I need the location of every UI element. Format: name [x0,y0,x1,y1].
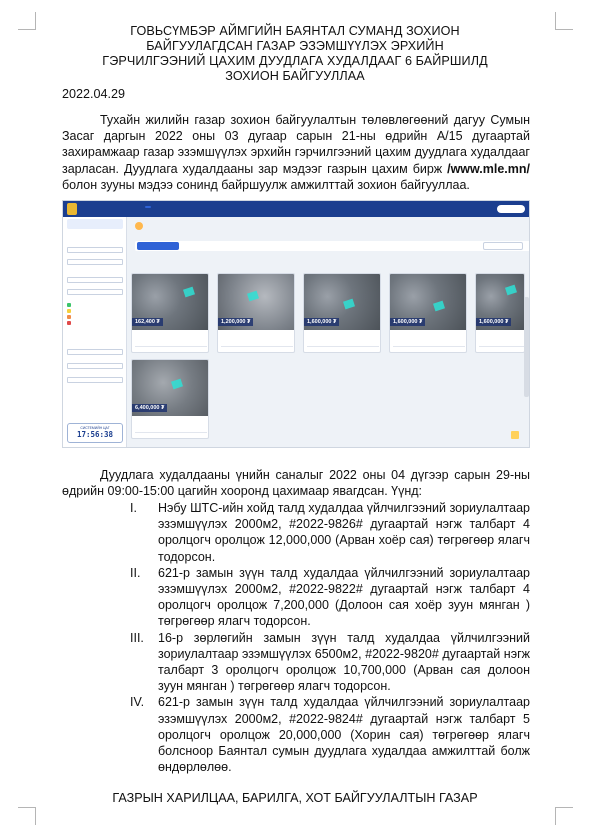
crop-mark-top-right [555,12,573,30]
page-heading [137,221,257,231]
listing-area [129,217,530,448]
nav-item[interactable] [177,206,181,208]
nav-item[interactable] [187,206,191,208]
site-logo [67,203,131,215]
legend-swatch [67,321,71,325]
title-line: БАЙГУУЛАГДСАН ГАЗАР ЭЗЭМШҮҮЛЭХ ЭРХИЙН [146,39,444,53]
card-footer [479,346,525,351]
item-text: 621-р замын зүүн талд худалдаа үйлчилгээний зориулалтаар эзэмшүүлэх 2000м2, #2022-9822# дугаартай нэгж талбарт 4 оролцогч оролцож 7,200,000 (Долоон сая хоёр зуун мянган ) төгрөгөөр ялагч тодорсон. [158,565,530,629]
results-paragraph: Дуудлага худалдааны үнийн саналыг 2022 оны 04 дүгээр сарын 29-ны өдрийн 09:00-15:00 цагийн хооронд цахимаар явагдсан. Үүнд: [62,468,530,499]
title-line: ГОВЬСҮМБЭР АЙМГИЙН БАЯНТАЛ СУМАНД ЗОХИОН [130,24,460,38]
card-footer [307,346,379,351]
listing-card[interactable] [131,359,209,439]
parcel-highlight [433,301,445,312]
nav-item[interactable] [167,206,171,208]
filter-select[interactable] [67,247,123,253]
card-footer [135,346,207,351]
login-button[interactable] [497,205,525,213]
nav-item[interactable] [157,206,161,208]
legend-swatch [67,309,71,313]
list-item [62,694,530,775]
title-line: ГЭРЧИЛГЭЭНИЙ ЦАХИМ ДУУДЛАГА ХУДАЛДААГ 6 БАЙРШИЛД [102,54,488,68]
listing-card[interactable] [131,273,209,353]
tab[interactable] [223,242,263,250]
intro-paragraph [62,112,530,193]
site-nav [135,206,191,208]
filter-sidebar [63,217,127,448]
auction-site-screenshot [62,200,530,448]
item-text: 16-р зөрлөгийн замын зүүн талд худалдаа үйлчилгээний зориулалтаар эзэмшүүлэх 6500м2, #2022-9820# дугаартай нэгж талбарт 3 оролцогч оролцож 10,700,000 (Арван сая долоон зуун мянган ) төгрөгөөр ялагч тодорсон. [158,630,530,694]
emblem-icon [67,203,77,215]
listing-card[interactable] [217,273,295,353]
crop-mark-top-left [18,12,36,30]
nav-item[interactable] [135,206,139,208]
map-tools[interactable] [524,297,529,397]
list-item [62,500,530,565]
item-number: III. [130,630,144,645]
system-clock [67,423,123,443]
document-date: 2022.04.29 [62,87,126,101]
parcel-highlight [505,285,517,296]
nav-item-active[interactable] [145,206,151,208]
intro-text-end: болон зууны мэдээ сонинд байршуулж амжилттай зохион байгууллаа. [62,177,470,192]
list-item [62,565,530,630]
parcel-highlight [183,287,195,298]
item-number: II. [130,565,141,580]
card-price: 1,600,000 ₮ [476,318,511,326]
listing-card[interactable] [389,273,467,353]
listing-tabs [135,241,530,251]
card-price: 1,600,000 ₮ [390,318,425,326]
filter-select[interactable] [67,349,123,355]
document-title [60,24,530,84]
website-link[interactable]: /www.mle.mn/ [447,161,530,176]
card-footer [135,432,207,437]
card-price: 1,200,000 ₮ [218,318,253,326]
card-footer [221,346,293,351]
tab-active[interactable] [137,242,179,250]
card-price: 1,600,000 ₮ [304,318,339,326]
clock-label: СИСТЕМИЙН ЦАГ [80,426,110,430]
crop-mark-bottom-right [555,807,573,825]
item-number: I. [130,501,137,515]
card-footer [393,346,465,351]
filter-select[interactable] [67,277,123,283]
document-footer: ГАЗРЫН ХАРИЛЦАА, БАРИЛГА, ХОТ БАЙГУУЛАЛТЫН ГАЗАР [112,791,478,805]
parcel-highlight [247,291,259,302]
sidebar-logo [67,219,123,229]
results-list [62,500,530,775]
listing-card[interactable] [303,273,381,353]
card-price: 162,400 ₮ [132,318,163,326]
item-text: 621-р замын зүүн талд худалдаа үйлчилгээний зориулалтаар эзэмшүүлэх 2000м2, #2022-9824# дугаартай нэгж талбарт 5 оролцогч оролцож 20,000,000 (Хорин сая) төгрөгөөр ялагч болсноор Баянтал сумын дуудлага худалдаа амжилттай болж өндөрлөлөө. [158,695,530,775]
parcel-highlight [343,299,355,310]
legend-swatch [67,303,71,307]
auction-icon [135,222,143,230]
parcel-highlight [171,379,183,390]
filter-select[interactable] [67,289,123,295]
legend-swatch [67,315,71,319]
sort-select[interactable] [483,242,523,250]
filter-select[interactable] [67,259,123,265]
filter-select[interactable] [67,377,123,383]
card-price: 6,400,000 ₮ [132,404,167,412]
listing-card[interactable] [475,273,525,353]
intro-text: Тухайн жилийн газар зохион байгуулалтын төлөвлөгөөний дагуу Сумын Засаг даргын 2022 оны 03 дугаар сарын 21-ны өдрийн А/15 дугаартай захирамжаар газар эзэмшүүлэх эрхийн гэрчилгээний цахим дуудлага худалдааг зарласан. Дуудлага худалдааны зар мэдээг газрын цахим бирж [62,113,530,176]
site-header [63,201,530,217]
crop-mark-bottom-left [18,807,36,825]
item-number: IV. [130,695,145,710]
clock-time: 17:56:38 [76,430,114,439]
title-line: ЗОХИОН БАЙГУУЛЛАА [225,69,365,83]
item-text: Нэбу ШТС-ийн хойд талд худалдаа үйлчилгээний зориулалтаар эзэмшүүлэх 2000м2, #2022-9826# дугаартай нэгж талбарт 4 оролцогч оролцож 12,000,000 (Арван хоёр сая) төгрөгөөр ялагч тодорсон. [158,501,530,564]
list-item [62,630,530,695]
tab[interactable] [183,242,219,250]
help-button[interactable] [511,431,519,439]
filter-select[interactable] [67,363,123,369]
